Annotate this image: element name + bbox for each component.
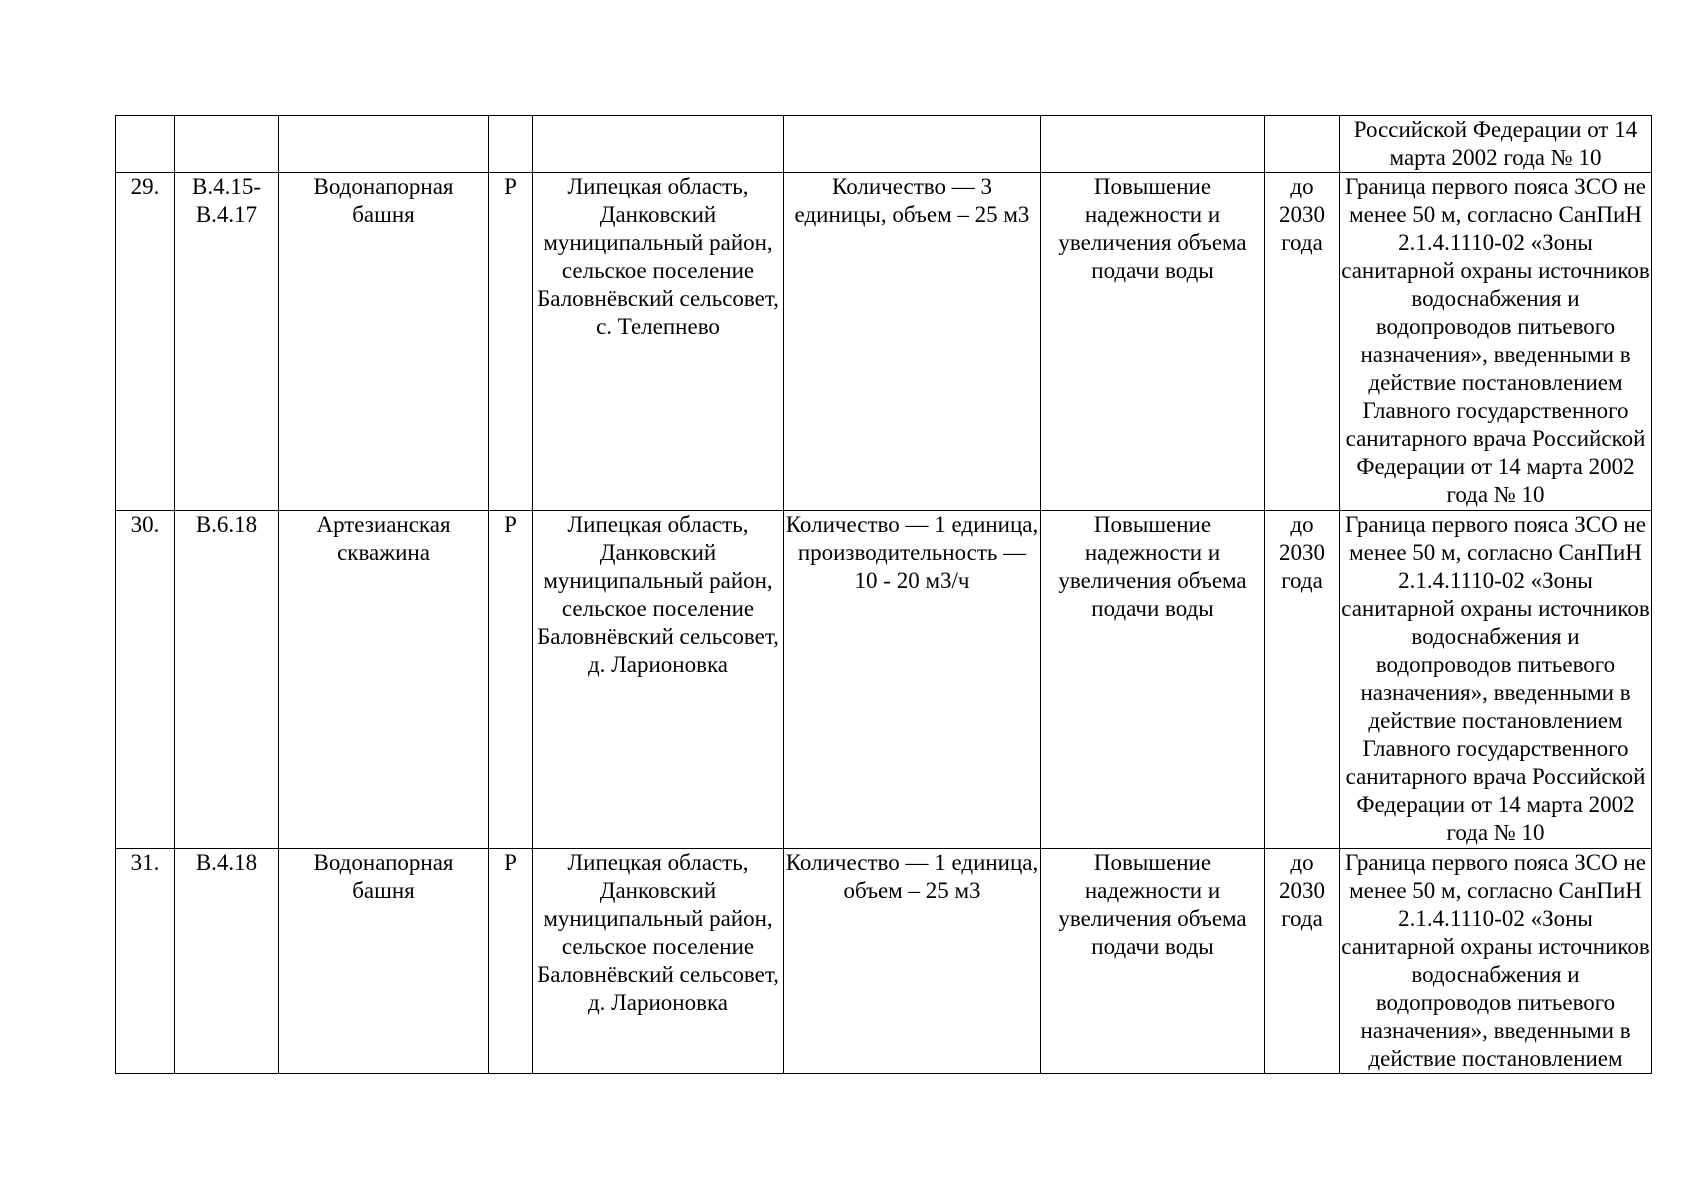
cell-code: В.4.18: [175, 849, 279, 1074]
table-row-continuation: [116, 116, 1652, 173]
table-row: [116, 173, 1652, 511]
cell-code: В.6.18: [175, 511, 279, 849]
cell-object: Водонапорная башня: [279, 173, 489, 511]
table-row: [116, 849, 1652, 1074]
cell-empty: [1041, 116, 1265, 173]
cell-term: до 2030 года: [1265, 849, 1340, 1074]
cell-empty: [489, 116, 533, 173]
cell-number: 30.: [116, 511, 175, 849]
cell-zone: Граница первого пояса ЗСО не менее 50 м, согласно СанПиН 2.1.4.1110-02 «Зоны санитарной охраны источников водоснабжения и водопроводов питьевого назначения», введенными в действие постановлением Главного государственного санитарного врача Российской Федерации от 14 марта 2002 года № 10: [1340, 173, 1652, 511]
cell-zone: Граница первого пояса ЗСО не менее 50 м, согласно СанПиН 2.1.4.1110-02 «Зоны санитарной охраны источников водоснабжения и водопроводов питьевого назначения», введенными в действие постановлением: [1340, 849, 1652, 1074]
cell-empty: [175, 116, 279, 173]
cell-empty: [279, 116, 489, 173]
cell-purpose: Повышение надежности и увеличения объема подачи воды: [1041, 511, 1265, 849]
cell-term: до 2030 года: [1265, 511, 1340, 849]
cell-characteristics: Количество — 3 единицы, объем – 25 м3: [784, 173, 1041, 511]
cell-number: 29.: [116, 173, 175, 511]
cell-number: 31.: [116, 849, 175, 1074]
cell-purpose: Повышение надежности и увеличения объема подачи воды: [1041, 173, 1265, 511]
cell-purpose: Повышение надежности и увеличения объема подачи воды: [1041, 849, 1265, 1074]
cell-status: Р: [489, 849, 533, 1074]
cell-status: Р: [489, 511, 533, 849]
cell-characteristics: Количество — 1 единица, производительность — 10 - 20 м3/ч: [784, 511, 1041, 849]
cell-location: Липецкая область, Данковский муниципальный район, сельское поселение Баловнёвский сельсовет, с. Телепнево: [533, 173, 784, 511]
cell-location: Липецкая область, Данковский муниципальный район, сельское поселение Баловнёвский сельсовет, д. Ларионовка: [533, 849, 784, 1074]
cell-empty: [1265, 116, 1340, 173]
cell-code: В.4.15-В.4.17: [175, 173, 279, 511]
cell-term: до 2030 года: [1265, 173, 1340, 511]
table-row: [116, 511, 1652, 849]
cell-empty: [116, 116, 175, 173]
cell-zone: Граница первого пояса ЗСО не менее 50 м, согласно СанПиН 2.1.4.1110-02 «Зоны санитарной охраны источников водоснабжения и водопроводов питьевого назначения», введенными в действие постановлением Главного государственного санитарного врача Российской Федерации от 14 марта 2002 года № 10: [1340, 511, 1652, 849]
cell-zone-continuation: [1340, 116, 1652, 173]
cell-characteristics: Количество — 1 единица, объем – 25 м3: [784, 849, 1041, 1074]
cell-status: Р: [489, 173, 533, 511]
cell-location: Липецкая область, Данковский муниципальный район, сельское поселение Баловнёвский сельсовет, д. Ларионовка: [533, 511, 784, 849]
cell-empty: [784, 116, 1041, 173]
cell-empty: [533, 116, 784, 173]
cell-object: Артезианская скважина: [279, 511, 489, 849]
objects-table: [115, 115, 1652, 1074]
zone-continuation-text: Российской Федерации от 14 марта 2002 года № 10: [1353, 117, 1638, 170]
cell-object: Водонапорная башня: [279, 849, 489, 1074]
